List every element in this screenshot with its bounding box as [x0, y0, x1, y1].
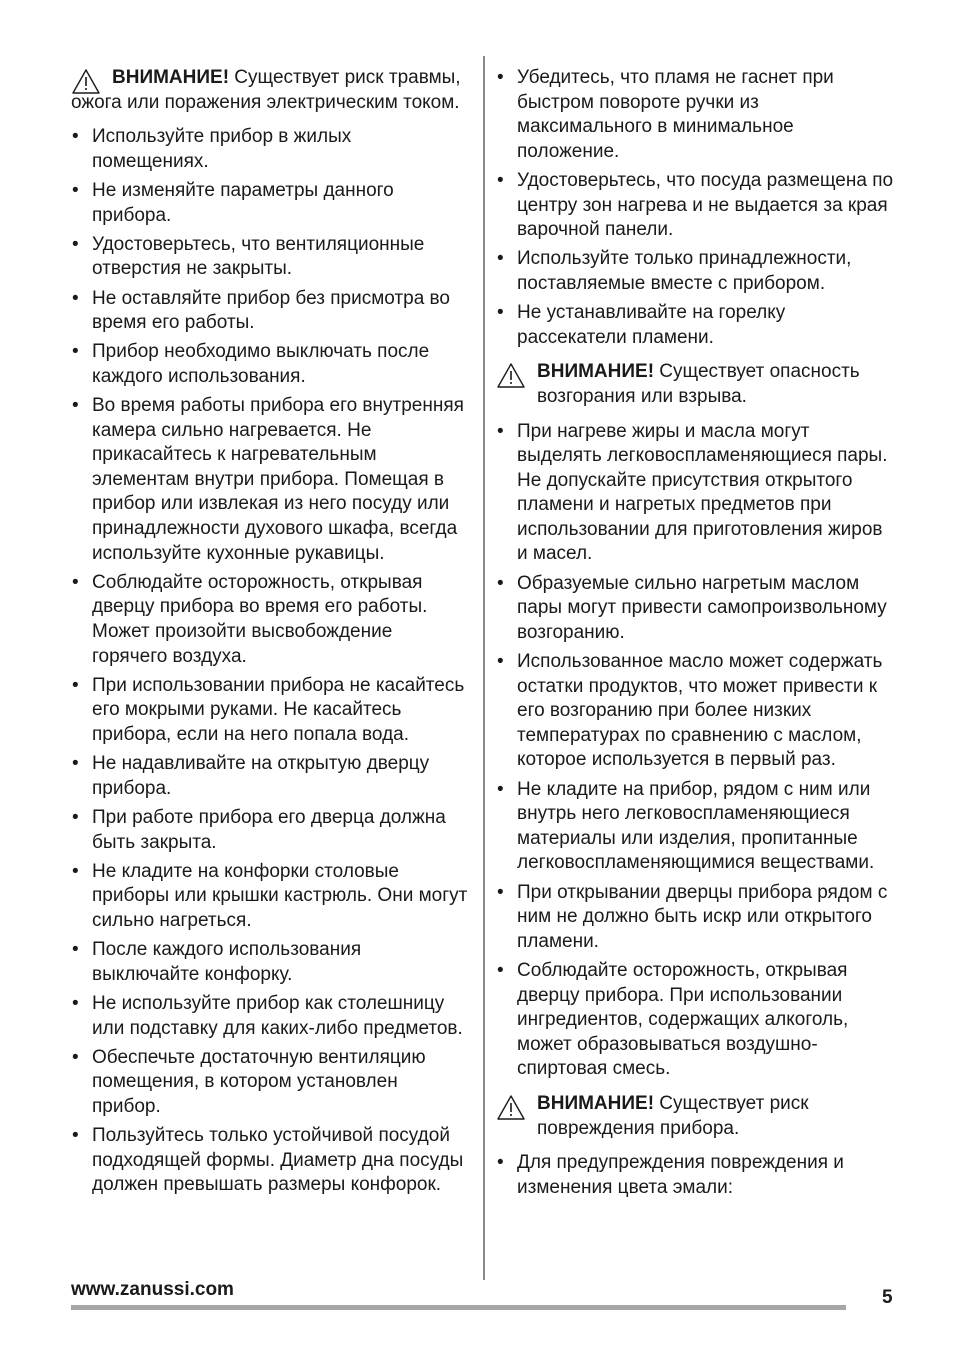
warning-label: ВНИМАНИЕ! — [112, 67, 230, 88]
list-item: • Во время работы прибора его внутренняя камера сильно нагревается. Не прикасайтесь к нагревательным элементам внутри прибора. Помещая в прибор или извлекая из него посуду или принадлежности духового шкафа, всегда используйте кухонные рукавицы. — [71, 394, 469, 566]
list-item: • При открывании дверцы прибора рядом с ним не должно быть искр или открытого пламени. — [496, 881, 896, 955]
list-item: • Не изменяйте параметры данного прибора. — [71, 179, 469, 228]
list-item: • Обеспечьте достаточную вентиляцию помещения, в котором установлен прибор. — [71, 1046, 469, 1120]
list-item: • Для предупреждения повреждения и изменения цвета эмали: — [496, 1151, 896, 1200]
right-column — [496, 66, 896, 1210]
fire-safety-list — [496, 420, 896, 1082]
list-item: • Не кладите на конфорки столовые приборы или крышки кастрюль. Они могут сильно нагреться. — [71, 860, 469, 934]
warning-damage — [496, 1092, 896, 1141]
list-item: • При использовании прибора не касайтесь его мокрыми руками. Не касайтесь прибора, если на него попала вода. — [71, 674, 469, 748]
warning-text: Существует опасность возгорания или взрыва. — [537, 361, 860, 407]
page-number: 5 — [882, 1287, 893, 1308]
list-item: • Не оставляйте прибор без присмотра во время его работы. — [71, 287, 469, 336]
list-item: • Использованное масло может содержать остатки продуктов, что может привести к его возгоранию при более низких температурах по сравнению с маслом, которое используется в первый раз. — [496, 650, 896, 773]
list-item: • Не используйте прибор как столешницу или подставку для каких-либо предметов. — [71, 992, 469, 1041]
list-item: • Образуемые сильно нагретым маслом пары могут привести самопроизвольному возгоранию. — [496, 572, 896, 646]
list-item: • Соблюдайте осторожность, открывая дверцу прибора во время его работы. Может произойти высвобождение горячего воздуха. — [71, 571, 469, 669]
list-item: • Используйте только принадлежности, поставляемые вместе с прибором. — [496, 247, 896, 296]
list-item: • При нагреве жиры и масла могут выделять легковоспламеняющиеся пары. Не допускайте присутствия открытого пламени и нагретых предметов при использовании для приготовления жиров и масел. — [496, 420, 896, 568]
safety-list-continued — [496, 66, 896, 350]
damage-safety-list — [496, 1151, 896, 1200]
list-item: • При работе прибора его дверца должна быть закрыта. — [71, 806, 469, 855]
footer-rule — [71, 1305, 846, 1310]
warning-text: Существует риск травмы, ожога или поражения электрическим током. — [71, 67, 461, 113]
list-item: • Пользуйтесь только устойчивой посудой подходящей формы. Диаметр дна посуды должен превышать размеры конфорок. — [71, 1124, 469, 1198]
warning-triangle-icon — [496, 362, 526, 389]
list-item: • Используйте прибор в жилых помещениях. — [71, 125, 469, 174]
warning-injury — [71, 66, 469, 115]
list-item: • Удостоверьтесь, что посуда размещена по центру зон нагрева и не выдается за края варочной панели. — [496, 169, 896, 243]
warning-label: ВНИМАНИЕ! — [537, 1092, 655, 1114]
safety-list — [71, 125, 469, 1198]
list-item: • Убедитесь, что пламя не гаснет при быстром повороте ручки из максимального в минимальное положение. — [496, 66, 896, 164]
list-item: • Не кладите на прибор, рядом с ним или внутрь него легковоспламеняющиеся материалы или изделия, пропитанные легковоспламеняющимися веществами. — [496, 778, 896, 876]
warning-triangle-icon — [71, 68, 101, 95]
warning-triangle-icon — [496, 1094, 526, 1121]
column-divider — [483, 56, 485, 1280]
warning-text: Существует риск повреждения прибора. — [537, 1092, 809, 1139]
warning-label: ВНИМАНИЕ! — [537, 361, 655, 383]
footer-url[interactable]: www.zanussi.com — [71, 1279, 234, 1300]
list-item: • Удостоверьтесь, что вентиляционные отверстия не закрыты. — [71, 233, 469, 282]
left-column — [71, 66, 469, 1208]
warning-fire — [496, 360, 896, 409]
list-item: • После каждого использования выключайте конфорку. — [71, 938, 469, 987]
list-item: • Не надавливайте на открытую дверцу прибора. — [71, 752, 469, 801]
list-item: • Прибор необходимо выключать после каждого использования. — [71, 340, 469, 389]
list-item: • Соблюдайте осторожность, открывая дверцу прибора. При использовании ингредиентов, содержащих алкоголь, может образовываться воздушно-спиртовая смесь. — [496, 959, 896, 1082]
list-item: • Не устанавливайте на горелку рассекатели пламени. — [496, 301, 896, 350]
